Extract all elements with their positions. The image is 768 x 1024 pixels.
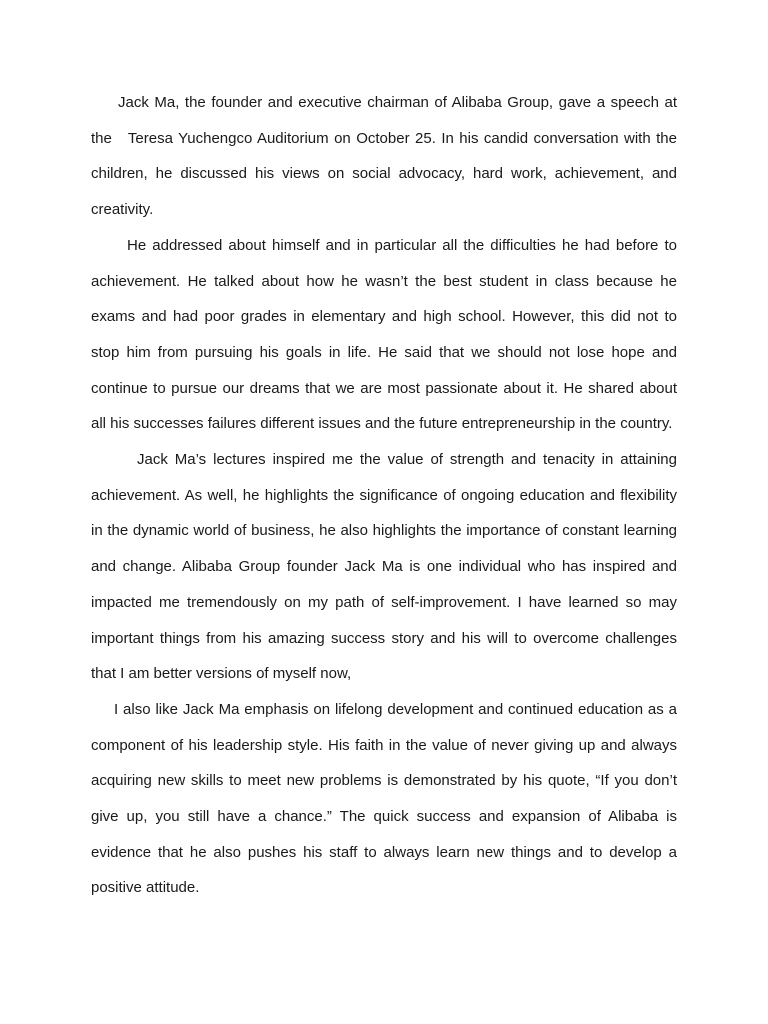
document-body: [91, 85, 677, 906]
paragraph-4: I also like Jack Ma emphasis on lifelong development and continued education as a component of his leadership style. His faith in the value of never giving up and always acquiring new skills to meet new problems is demonstrated by his quote, “If you don’t give up, you still have a chance.” The quick success and expansion of Alibaba is evidence that he also pushes his staff to always learn new things and to develop a positive attitude.: [91, 700, 677, 897]
paragraph-3: Jack Ma’s lectures inspired me the value of strength and tenacity in attaining achievement. As well, he highlights the significance of ongoing education and flexibility in the dynamic world of business, he also highlights the importance of constant learning and change. Alibaba Group founder Jack Ma is one individual who has inspired and impacted me tremendously on my path of self-improvement. I have learned so may important things from his amazing success story and his will to overcome challenges that I am better versions of myself now,: [91, 451, 677, 683]
paragraph-2: He addressed about himself and in particular all the difficulties he had before to achievement. He talked about how he wasn’t the best student in class because he exams and had poor grades in elementary and high school. However, this did not to stop him from pursuing his goals in life. He said that we should not lose hope and continue to pursue our dreams that we are most passionate about it. He shared about all his successes failures different issues and the future entrepreneurship in the country.: [91, 236, 677, 433]
paragraph-1: Jack Ma, the founder and executive chairman of Alibaba Group, gave a speech at the Teresa Yuchengco Auditorium on October 25. In his candid conversation with the children, he discussed his views on social advocacy, hard work, achievement, and creativity.: [91, 94, 677, 219]
